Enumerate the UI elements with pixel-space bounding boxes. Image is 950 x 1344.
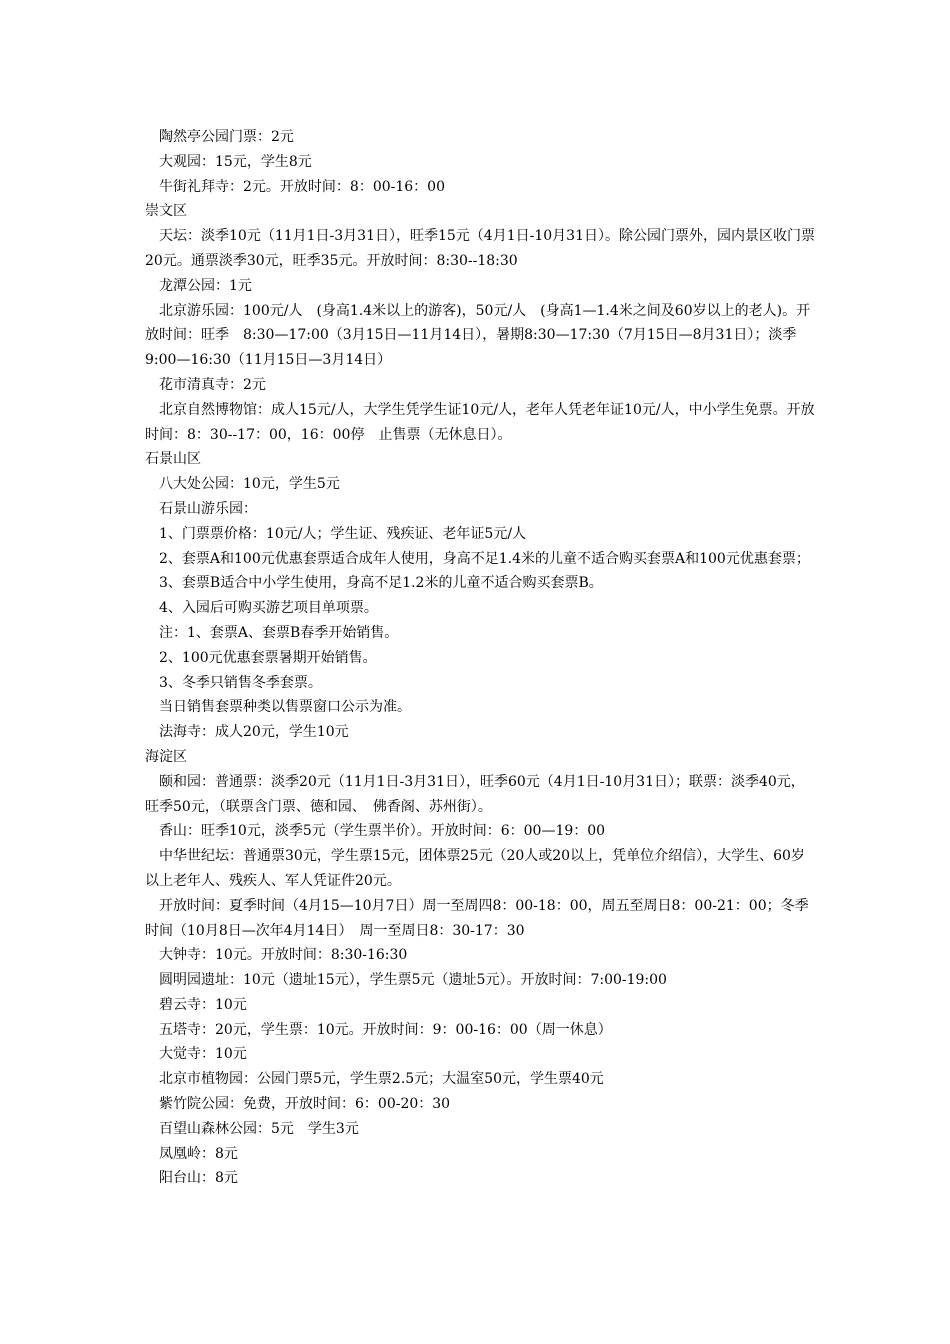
text-line: 陶然亭公园门票：2元 [159,129,294,145]
text-line: 百望山森林公园：5元 学生3元 [159,1120,359,1137]
text-line: 大钟寺：10元。开放时间：8:30-16:30 [159,947,408,964]
text-line: 开放时间：夏季时间（4月15—10月7日）周一至周四8：00-18：00，周五至周日8：00-21：00；冬季时间（10月8日—次年4月14日） 周一至周日8：30-17：30 [145,897,809,939]
text-line: 当日销售套票种类以售票窗口公示为准。 [159,699,411,716]
text-line: 八大处公园：10元，学生5元 [159,476,340,493]
text-line: 天坛：淡季10元（11月1日-3月31日），旺季15元（4月1日-10月31日）。除公园门票外，园内景区收门票20元。通票淡季30元，旺季35元。开放时间：8:30--18:30 [145,228,815,269]
text-line: 2、100元优惠套票暑期开始销售。 [159,649,377,666]
text-line: 石景山游乐园： [159,500,257,517]
section-heading: 崇文区 [145,203,187,220]
section-heading: 石景山区 [145,451,201,468]
text-line: 3、冬季只销售冬季套票。 [159,674,322,691]
text-line: 紫竹院公园：免费，开放时间：6：00-20：30 [159,1096,451,1113]
text-line: 1、门票票价格：10元/人；学生证、残疾证、老年证5元/人 [159,525,527,542]
text-line: 阳台山：8元 [159,1170,238,1187]
text-line: 大觉寺：10元 [159,1046,247,1063]
document-body [145,125,815,1191]
text-line: 圆明园遗址：10元（遗址15元），学生票5元（遗址5元）。开放时间：7:00-19:00 [159,972,667,989]
section-heading: 海淀区 [145,748,187,765]
text-line: 香山：旺季10元，淡季5元（学生票半价）。开放时间：6：00—19：00 [159,823,606,840]
text-line: 五塔寺：20元，学生票：10元。开放时间：9：00-16：00（周一休息） [159,1021,612,1038]
text-line: 北京游乐园：100元/人 (身高1.4米以上的游客)，50元/人 (身高1—1.4米之间及60岁以上的老人)。开放时间：旺季 8:30—17:00（3月15日—11月14日），暑期8:30—17:30（7月15日—8月31日）；淡季 9:00—16:30（11月15日—3月14日） [145,302,811,369]
text-line: 牛街礼拜寺：2元。开放时间：8：00-16：00 [159,178,445,195]
text-line: 龙潭公园：1元 [159,277,252,294]
text-line: 4、入园后可购买游艺项目单项票。 [159,600,378,617]
text-line: 法海寺：成人20元，学生10元 [159,724,349,741]
text-line: 花市清真寺：2元 [159,376,266,393]
text-line: 注：1、套票A、套票B春季开始销售。 [159,624,399,641]
text-line: 2、套票A和100元优惠套票适合成年人使用，身高不足1.4米的儿童不适合购买套票A和100元优惠套票； [159,550,810,567]
text-line: 中华世纪坛：普通票30元，学生票15元，团体票25元（20人或20以上，凭单位介绍信），大学生、60岁以上老年人、残疾人、军人凭证件20元。 [145,848,805,889]
text-line: 北京市植物园：公园门票5元，学生票2.5元；大温室50元，学生票40元 [159,1071,604,1088]
text-line: 3、套票B适合中小学生使用，身高不足1.2米的儿童不适合购买套票B。 [159,575,603,592]
text-line: 凤凰岭：8元 [159,1145,238,1162]
text-line: 北京自然博物馆：成人15元/人，大学生凭学生证10元/人，老年人凭老年证10元/人，中小学生免票。开放时间：8：30--17：00，16：00停 止售票（无休息日）。 [145,401,815,443]
text-line: 碧云寺：10元 [159,996,247,1013]
text-line: 颐和园：普通票：淡季20元（11月1日-3月31日），旺季60元（4月1日-10月31日）；联票：淡季40元，旺季50元，（联票含门票、德和园、 佛香阁、苏州街）。 [145,773,805,815]
text-line: 大观园：15元，学生8元 [159,153,312,170]
